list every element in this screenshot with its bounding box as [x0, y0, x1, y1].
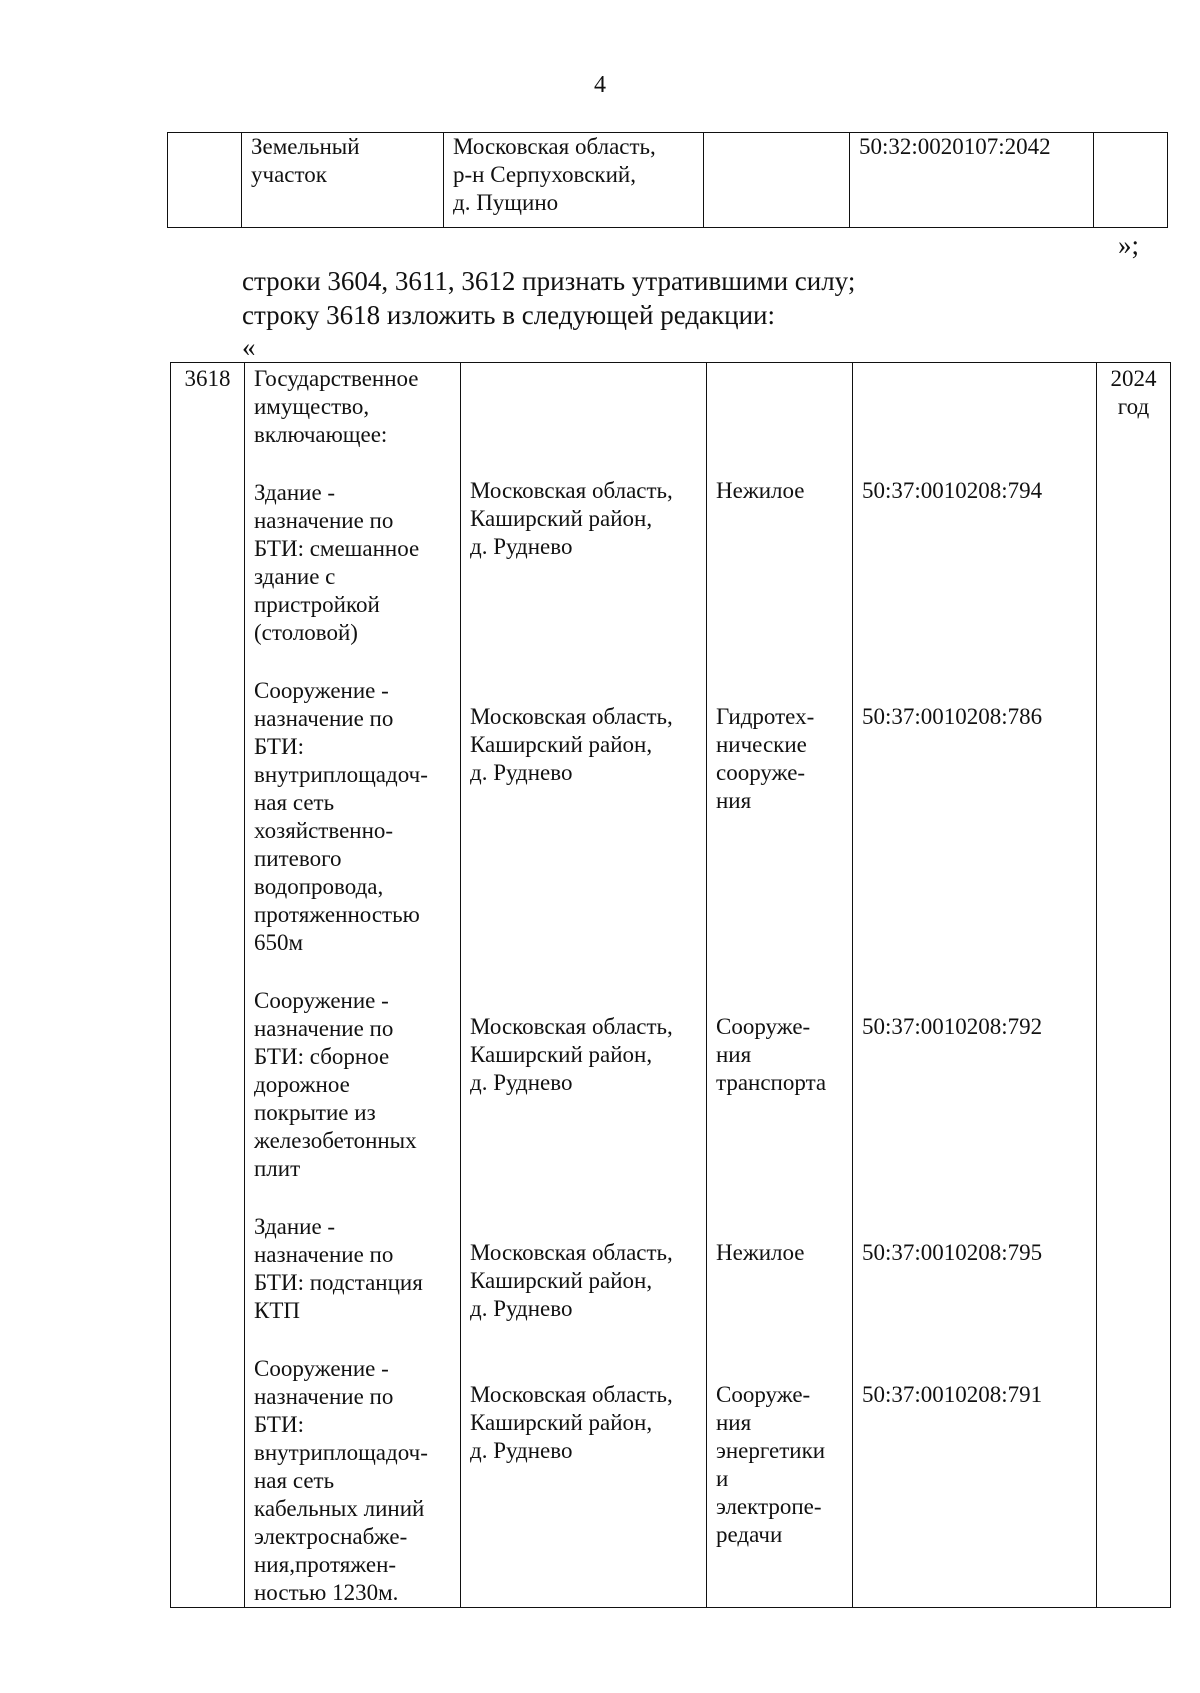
closing-quote: »; [1118, 230, 1140, 260]
object-name-cell [245, 363, 461, 1608]
purpose-line: электропе- [716, 1494, 822, 1519]
purpose-line: нические [716, 732, 807, 757]
opening-quote: « [242, 332, 256, 362]
paragraph-restate-row: строку 3618 изложить в следующей редакции: [242, 300, 776, 330]
purpose-line: сооруже- [716, 760, 806, 785]
page-number: 4 [594, 72, 606, 98]
object-name-line: пристройкой [254, 592, 380, 617]
object-name-line: назначение по [254, 1242, 394, 1267]
address-line: Каширский район, [470, 732, 653, 757]
object-name-line: Земельный [251, 134, 360, 159]
address-line: Московская область, [470, 704, 673, 729]
purpose-line: и [716, 1466, 729, 1491]
object-name-line: электроснабже- [254, 1524, 408, 1549]
purpose-cell [704, 133, 850, 228]
table-row [168, 133, 1168, 228]
object-name-line: ностью 1230м. [254, 1580, 399, 1605]
intro-line: имущество, [254, 394, 370, 419]
purpose-cell [707, 363, 853, 1608]
row-3618-table [170, 362, 1171, 1608]
address-line: Каширский район, [470, 506, 653, 531]
purpose-line: Нежилое [716, 478, 805, 503]
object-name-line: КТП [254, 1298, 300, 1323]
object-name-line: ная сеть [254, 1468, 335, 1493]
cadastral-number: 50:37:0010208:795 [862, 1240, 1043, 1265]
object-name-line: водопровода, [254, 874, 384, 899]
cadastral-number-cell [853, 363, 1097, 1608]
purpose-line: транспорта [716, 1070, 827, 1095]
address-line: д. Руднево [470, 760, 573, 785]
object-name-line: железобетонных [254, 1128, 417, 1153]
address-line: Московская область, [470, 1382, 673, 1407]
address-cell [444, 133, 704, 228]
address-cell [461, 363, 707, 1608]
address-line: Каширский район, [470, 1410, 653, 1435]
previous-entry-table [167, 132, 1168, 228]
purpose-line: энергетики [716, 1438, 826, 1463]
paragraph-repeal-rows: строки 3604, 3611, 3612 признать утратившими силу; [242, 266, 856, 296]
object-name-line: назначение по [254, 706, 394, 731]
object-name-line: БТИ: сборное [254, 1044, 390, 1069]
address-line: д. Руднево [470, 1296, 573, 1321]
object-name-line: ная сеть [254, 790, 335, 815]
year-line: год [1117, 394, 1150, 419]
row-number-cell: 3618 [171, 363, 245, 1608]
address-line: Московская область, [453, 134, 656, 159]
cadastral-number: 50:37:0010208:792 [862, 1014, 1043, 1039]
intro-line: включающее: [254, 422, 388, 447]
object-name-line: ния,протяжен- [254, 1552, 397, 1577]
year-cell [1094, 133, 1168, 228]
address-line: р-н Серпуховский, [453, 162, 636, 187]
cadastral-number: 50:37:0010208:791 [862, 1382, 1043, 1407]
address-line: Каширский район, [470, 1042, 653, 1067]
year-line: 2024 [1110, 366, 1157, 391]
address-line: Московская область, [470, 478, 673, 503]
object-name-line: покрытие из [254, 1100, 376, 1125]
purpose-line: Нежилое [716, 1240, 805, 1265]
purpose-line: ния [716, 788, 752, 813]
object-name-line: БТИ: [254, 1412, 304, 1437]
purpose-line: Гидротех- [716, 704, 815, 729]
object-name-line: БТИ: смешанное [254, 536, 420, 561]
object-name-line: назначение по [254, 1384, 394, 1409]
object-name-line: дорожное [254, 1072, 350, 1097]
cadastral-number-cell: 50:32:0020107:2042 [850, 133, 1094, 228]
intro-line: Государственное [254, 366, 419, 391]
object-name-line: БТИ: [254, 734, 304, 759]
address-line: Каширский район, [470, 1268, 653, 1293]
row-number-cell [168, 133, 242, 228]
object-name-line: внутриплощадоч- [254, 1440, 428, 1465]
object-name-line: (столовой) [254, 620, 358, 645]
object-name-line: 650м [254, 930, 304, 955]
object-name-line: Сооружение - [254, 1356, 389, 1381]
object-name-line: здание с [254, 564, 336, 589]
object-name-line: участок [251, 162, 327, 187]
object-name-line: назначение по [254, 1016, 394, 1041]
table-row [171, 363, 1171, 1608]
purpose-line: ния [716, 1410, 752, 1435]
address-line: Московская область, [470, 1240, 673, 1265]
year-cell [1097, 363, 1171, 1608]
address-line: д. Руднево [470, 534, 573, 559]
object-name-line: питевого [254, 846, 342, 871]
object-name-line: назначение по [254, 508, 394, 533]
cadastral-number: 50:37:0010208:786 [862, 704, 1043, 729]
object-name-line: Сооружение - [254, 988, 389, 1013]
object-name-line: Здание - [254, 1214, 336, 1239]
address-line: Московская область, [470, 1014, 673, 1039]
object-name-line: кабельных линий [254, 1496, 425, 1521]
object-name-line: внутриплощадоч- [254, 762, 428, 787]
address-line: д. Пущино [453, 190, 559, 215]
address-line: д. Руднево [470, 1438, 573, 1463]
object-name-line: Здание - [254, 480, 336, 505]
purpose-line: Сооруже- [716, 1382, 811, 1407]
address-line: д. Руднево [470, 1070, 573, 1095]
object-name-line: протяженностью [254, 902, 420, 927]
purpose-line: редачи [716, 1522, 783, 1547]
object-name-line: хозяйственно- [254, 818, 394, 843]
object-name-cell [242, 133, 444, 228]
object-name-line: БТИ: подстанция [254, 1270, 423, 1295]
object-name-line: плит [254, 1156, 301, 1181]
purpose-line: ния [716, 1042, 752, 1067]
cadastral-number: 50:37:0010208:794 [862, 478, 1043, 503]
purpose-line: Сооруже- [716, 1014, 811, 1039]
object-name-line: Сооружение - [254, 678, 389, 703]
